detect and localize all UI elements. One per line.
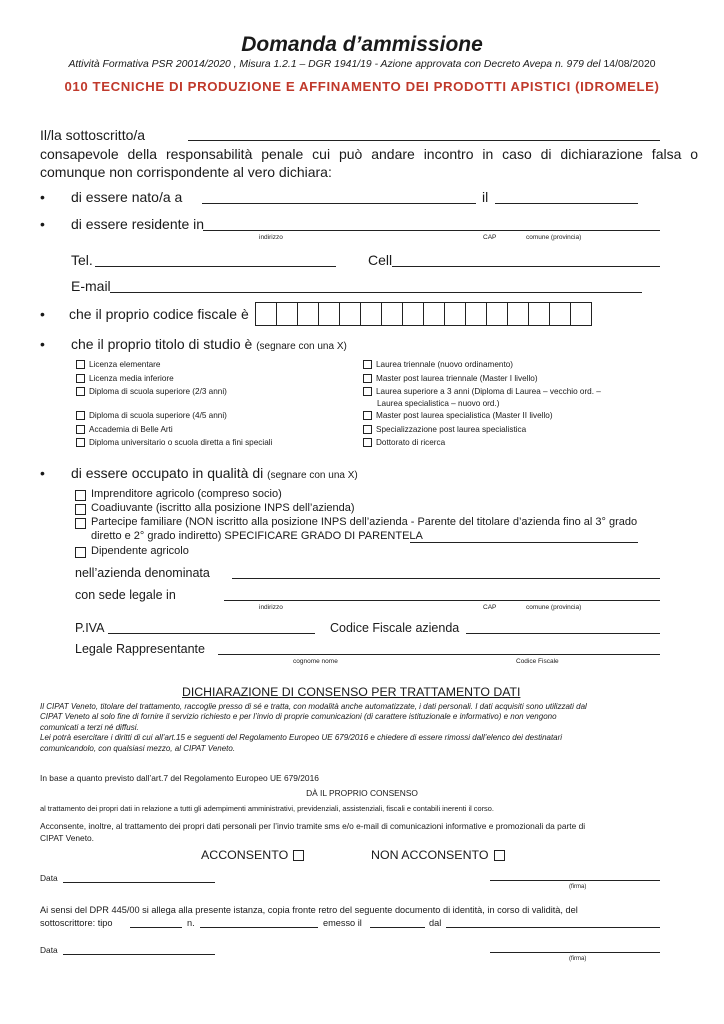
piva-field[interactable] [108,633,315,634]
consent-info-line: comunicati a terzi né diffusi. [40,722,139,732]
fiscal-code-cell[interactable] [486,302,508,326]
hint-city: comune (provincia) [526,604,582,611]
occupation-option[interactable] [75,502,355,515]
education-note: (segnare con una X) [256,341,347,352]
fiscal-code-cell[interactable] [549,302,571,326]
company-seat-field[interactable] [224,600,660,601]
agree-option[interactable] [201,848,304,862]
company-name-field[interactable] [232,578,660,579]
edu-option-label: Dottorato di ricerca [376,438,446,447]
checkbox[interactable] [75,547,86,558]
consent-info-line: Lei potrà esercitare i diritti di cui all’art.15 e seguenti del Regolamento Europeo UE 679/2016 e chiedere di essere rimossi dall’elenco dei destinatari [40,733,563,743]
hint-city: comune (provincia) [526,234,582,241]
birthdate-field[interactable] [495,203,638,204]
occupation-option[interactable] [75,545,189,558]
checkbox[interactable] [75,518,86,529]
fiscal-code-label: che il proprio codice fiscale è [69,306,249,322]
edu-option[interactable] [76,438,272,447]
consent-info-line: comunicandolo, con qualsiasi mezzo, al CIPAT Veneto. [40,743,236,753]
occupation-option-label: Coadiuvante (iscritto alla posizione INPS dell’azienda) [91,502,355,514]
disagree-label: NON ACCONSENTO [371,848,489,862]
signature-hint: (firma) [569,884,587,890]
edu-option-label: Master post laurea triennale (Master I livello) [376,374,538,383]
fiscal-code-cell[interactable] [570,302,592,326]
checkbox[interactable] [363,438,372,447]
edu-option-label: Licenza media inferiore [89,374,174,383]
edu-option-label: Diploma di scuola superiore (4/5 anni) [89,411,227,420]
subtitle-date: 14/08/2020 [603,59,656,70]
identity-date-field[interactable] [63,954,215,955]
residence-field[interactable] [203,230,660,231]
fiscal-code-cell[interactable] [444,302,466,326]
tel-field[interactable] [95,266,336,267]
birthdate-label: il [482,189,489,205]
identity-type-label: sottoscrittore: tipo [40,918,113,928]
edu-option[interactable] [363,438,445,447]
issued-by-label: dal [429,918,442,928]
occupation-option-label: Imprenditore agricolo (compreso socio) [91,488,282,500]
edu-option-label: Licenza elementare [89,360,161,369]
birthplace-field[interactable] [202,203,476,204]
document-title: Domanda d’ammissione [241,33,483,56]
fiscal-code-cell[interactable] [276,302,298,326]
fiscal-code-cell[interactable] [402,302,424,326]
checkbox[interactable] [76,360,85,369]
fiscal-code-cell[interactable] [318,302,340,326]
edu-option[interactable] [76,425,173,434]
bullet: • [40,465,45,481]
consent-title: DICHIARAZIONE DI CONSENSO PER TRATTAMENTO DATI [182,685,521,699]
occupation-option[interactable] [75,488,282,501]
bullet: • [40,306,45,322]
consent-info-line: Il CIPAT Veneto, titolare del trattamento, raccoglie presso di sé e tratta, con modalità anche automatizzate, i dati personali. I dati acquisiti sono utilizzati dal [40,702,587,711]
edu-option-label: Specializzazione post laurea specialistica [376,425,527,434]
occupation-option-cont: diretto e 2° grado indiretto) SPECIFICARE GRADO DI PARENTELA [91,530,423,542]
consent-purpose: al trattamento dei propri dati in relazione a tutti gli adempimenti amministrativi, previdenziali, assistenziali, fiscali e contabili inerenti il corso. [40,804,494,813]
consent-info-line: CIPAT Veneto al solo fine di fornire il servizio richiesto e per l’invio di proprie comunicazioni (di carattere istituzionale e informativo) e non vengono [40,712,557,722]
consent-marketing-line-2: CIPAT Veneto. [40,833,95,843]
fiscal-code-grid[interactable] [256,302,592,326]
company-seat-label: con sede legale in [75,588,176,602]
checkbox[interactable] [76,425,85,434]
email-field[interactable] [110,292,642,293]
fiscal-code-cell[interactable] [297,302,319,326]
edu-option-label: Laurea triennale (nuovo ordinamento) [376,360,514,369]
edu-option[interactable] [363,425,526,434]
checkbox[interactable] [363,360,372,369]
issued-date-label: emesso il [323,918,362,928]
edu-option[interactable] [363,387,601,396]
hint-cap: CAP [483,234,497,241]
occupation-option[interactable] [75,516,637,529]
fiscal-code-cell[interactable] [381,302,403,326]
fiscal-code-cell[interactable] [339,302,361,326]
bullet: • [40,189,45,205]
edu-option-label: Diploma di scuola superiore (2/3 anni) [89,387,227,396]
edu-option-label: Accademia di Belle Arti [89,425,173,434]
date-label: Data [40,945,58,955]
education-label [71,336,347,352]
occupation-note: (segnare con una X) [267,470,358,481]
email-label: E-mail [71,278,111,294]
legal-rep-field[interactable] [218,654,660,655]
fiscal-code-cell[interactable] [507,302,529,326]
education-label-text: che il proprio titolo di studio è [71,336,253,352]
identity-signature-field[interactable] [490,952,660,953]
document-number-field[interactable] [200,927,318,928]
disagree-option[interactable] [371,848,505,862]
course-title: 010 TECNICHE DI PRODUZIONE E AFFINAMENTO DEI PRODOTTI APISTICI (IDROMELE) [64,79,660,94]
issued-date-field[interactable] [370,927,425,928]
tel-label: Tel. [71,252,93,268]
checkbox[interactable] [363,374,372,383]
residence-label: di essere residente in [71,216,205,232]
piva-label: P.IVA [75,621,105,635]
checkbox[interactable] [76,387,85,396]
issued-by-field[interactable] [446,927,660,928]
checkbox[interactable] [75,504,86,515]
edu-option[interactable] [76,387,227,396]
occupation-option-label: Partecipe familiare (NON iscritto alla posizione INPS dell’azienda - Parente del titolare d’azienda fino al 3° grado [91,516,638,528]
fiscal-code-cell[interactable] [465,302,487,326]
consent-info [40,702,700,754]
document-number-label: n. [187,918,195,928]
fiscal-code-cell[interactable] [423,302,445,326]
edu-option[interactable] [76,360,160,369]
checkbox[interactable] [363,425,372,434]
cell-label: Cell [368,252,393,268]
consent-marketing-line-1: Acconsente, inoltre, al trattamento dei propri dati personali per l’invio tramite sms e/o e-mail di comunicazioni informative e promozionali da parte di [40,821,586,831]
declaration-line-1: consapevole della responsabilità penale cui può andare incontro in caso di dichiarazione falsa o [40,146,699,162]
company-name-label: nell’azienda denominata [75,566,210,580]
fiscal-code-cell[interactable] [360,302,382,326]
bullet: • [40,336,45,352]
checkbox[interactable] [75,490,86,501]
agree-checkbox[interactable] [293,850,304,861]
fiscal-code-cell[interactable] [255,302,277,326]
hint-address: indirizzo [259,234,283,241]
document-type-field[interactable] [130,927,182,928]
checkbox[interactable] [363,387,372,396]
date-label: Data [40,873,58,883]
edu-option-label: Laurea superiore a 3 anni (Diploma di Laurea – vecchio ord. – [376,387,601,396]
disagree-checkbox[interactable] [494,850,505,861]
birth-label: di essere nato/a a [71,189,183,205]
checkbox[interactable] [76,374,85,383]
hint-address: indirizzo [259,604,283,611]
hint-name: cognome nome [293,658,338,665]
checkbox[interactable] [76,438,85,447]
bullet: • [40,216,45,232]
document-subtitle [0,59,724,70]
hint-cf: Codice Fiscale [516,658,559,665]
subtitle-text: Attività Formativa PSR 20014/2020 , Misura 1.2.1 – DGR 1941/19 - Azione approvata con Decreto Avepa n. 979 del [68,59,604,70]
consent-signature-field[interactable] [490,880,660,881]
checkbox[interactable] [363,411,372,420]
edu-option[interactable] [363,374,538,383]
regulation-text: In base a quanto previsto dall’art.7 del Regolamento Europeo UE 679/2016 [40,773,319,783]
cell-field[interactable] [392,266,660,267]
identity-line-1: Ai sensi del DPR 445/00 si allega alla presente istanza, copia fronte retro del seguente documento di identità, in corso di validità, del [40,905,578,915]
declaration-line-2: comunque non corrispondente al vero dichiara: [40,164,332,180]
occupation-option-label: Dipendente agricolo [91,545,189,557]
edu-option[interactable] [76,411,227,420]
undersigned-label: Il/la sottoscritto/a [40,127,146,143]
gives-consent-text: DÀ IL PROPRIO CONSENSO [306,788,418,798]
hint-cap: CAP [483,604,497,611]
undersigned-name-field[interactable] [188,140,660,141]
agree-label: ACCONSENTO [201,848,289,862]
edu-option-label: Master post laurea specialistica (Master II livello) [376,411,553,420]
edu-option-label-cont: Laurea specialistica – nuovo ord.) [377,399,500,408]
edu-option[interactable] [363,411,553,420]
edu-option-label: Diploma universitario o scuola diretta a fini speciali [89,438,273,447]
kinship-degree-field[interactable] [410,542,638,543]
consent-date-field[interactable] [63,882,215,883]
signature-hint: (firma) [569,956,587,962]
checkbox[interactable] [76,411,85,420]
legal-rep-label: Legale Rappresentante [75,642,205,656]
company-cf-label: Codice Fiscale azienda [330,621,460,635]
occupation-label [71,465,358,481]
company-cf-field[interactable] [466,633,660,634]
occupation-label-text: di essere occupato in qualità di [71,465,264,481]
edu-option[interactable] [363,360,513,369]
fiscal-code-cell[interactable] [528,302,550,326]
edu-option[interactable] [76,374,174,383]
